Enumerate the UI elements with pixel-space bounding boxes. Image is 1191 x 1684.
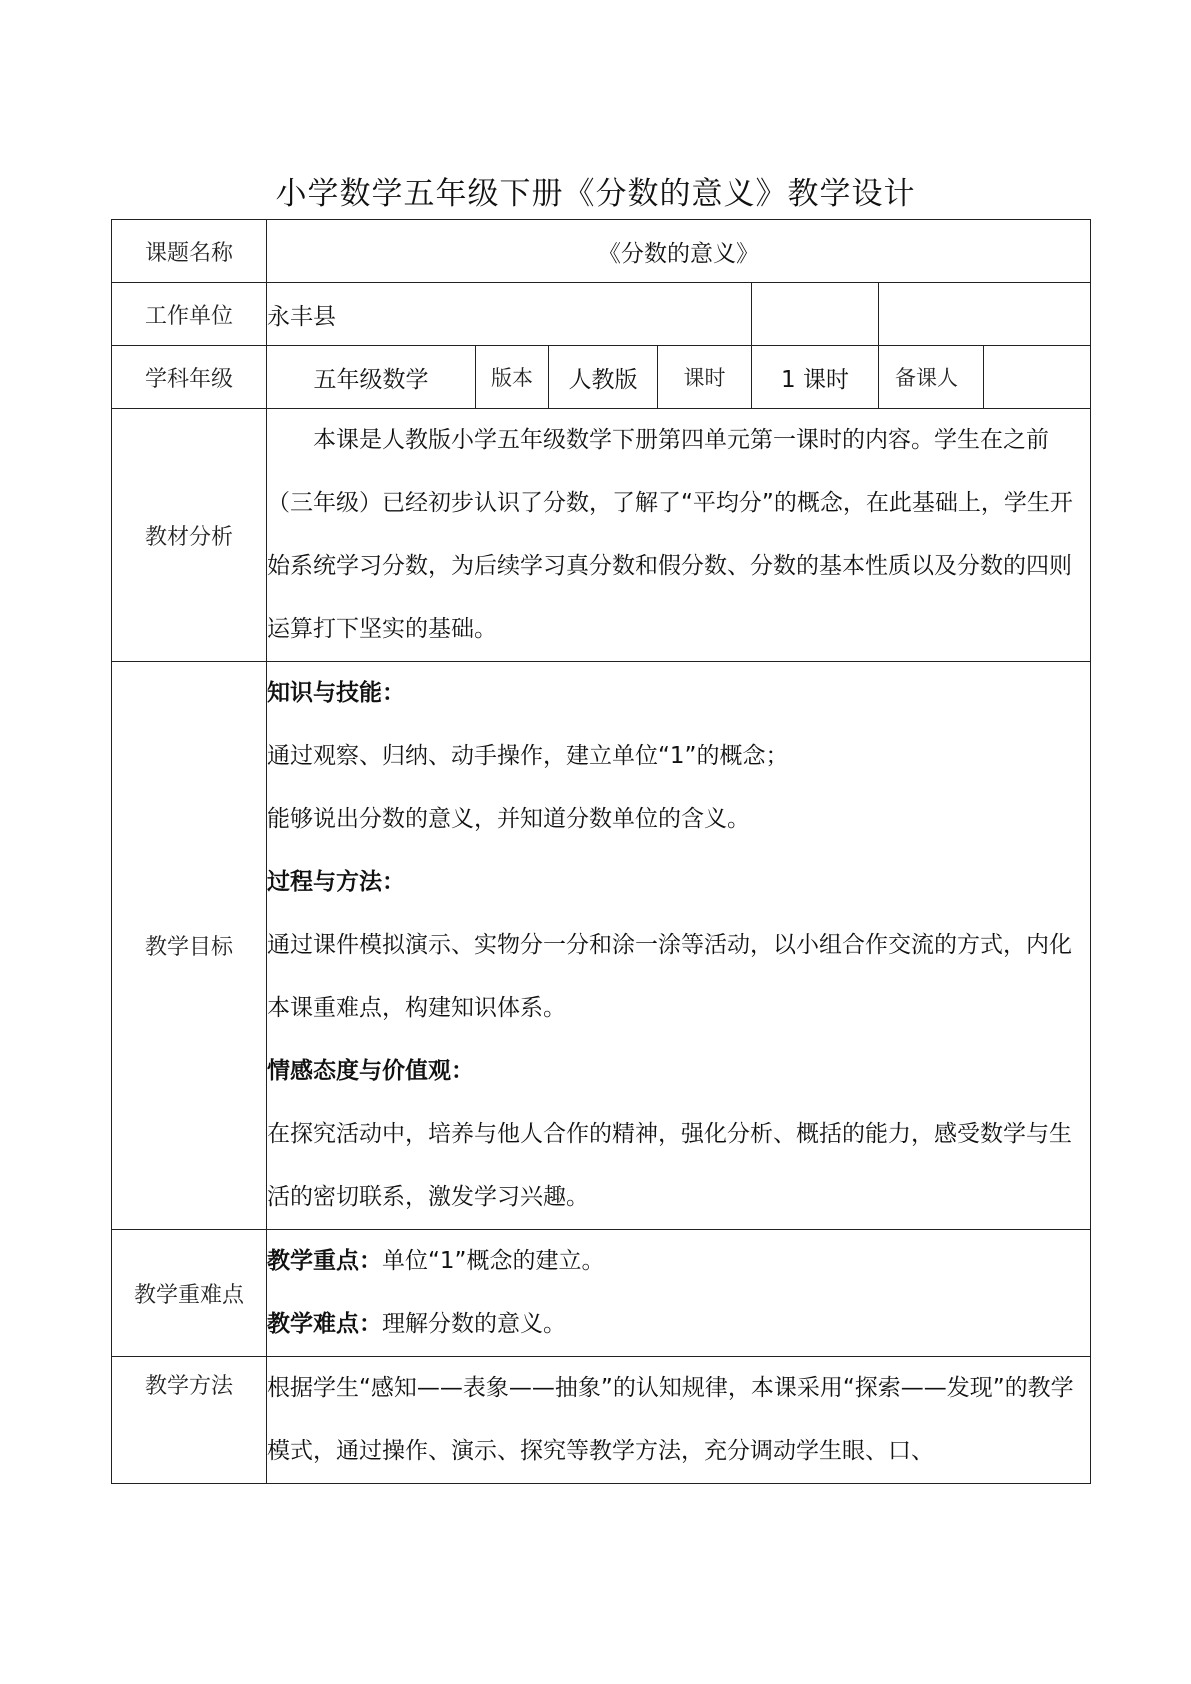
- methods-label: 教学方法: [112, 1357, 267, 1484]
- key-point-label: 教学重点：: [267, 1248, 382, 1274]
- preparer-label: 备课人: [879, 346, 984, 409]
- unit-empty-cell-1: [752, 283, 879, 346]
- knowledge-line-2: 能够说出分数的意义，并知道分数单位的含义。: [267, 806, 750, 832]
- unit-empty-cell-2: [879, 283, 1091, 346]
- difficult-point-text: 理解分数的意义。: [382, 1311, 566, 1337]
- keypoints-cell: [267, 1230, 1091, 1357]
- methods-row: [112, 1357, 1091, 1484]
- emotion-heading: 情感态度与价值观：: [267, 1058, 474, 1084]
- edition-value: 人教版: [549, 346, 658, 409]
- document-title: 小学数学五年级下册《分数的意义》教学设计: [275, 176, 916, 212]
- goals-label: 教学目标: [112, 662, 267, 1230]
- analysis-cell: [267, 409, 1091, 662]
- lesson-plan-table: [111, 219, 1091, 1484]
- goals-row: [112, 662, 1091, 1230]
- key-point-text: 单位“1”概念的建立。: [382, 1248, 605, 1274]
- topic-label: 课题名称: [112, 220, 267, 283]
- methods-text: 根据学生“感知——表象——抽象”的认知规律，本课采用“探索——发现”的教学模式，通过操作、演示、探究等教学方法，充分调动学生眼、口、: [267, 1375, 1074, 1464]
- analysis-label: 教材分析: [112, 409, 267, 662]
- process-text: 通过课件模拟演示、实物分一分和涂一涂等活动，以小组合作交流的方式，内化本课重难点，构建知识体系。: [267, 932, 1072, 1021]
- methods-cell: [267, 1357, 1091, 1484]
- subject-row: [112, 346, 1091, 409]
- difficult-point-line: [267, 1293, 1090, 1356]
- process-heading: 过程与方法：: [267, 869, 405, 895]
- keypoints-label: 教学重难点: [112, 1230, 267, 1357]
- difficult-point-label: 教学难点：: [267, 1311, 382, 1337]
- knowledge-line-1: 通过观察、归纳、动手操作，建立单位“1”的概念；: [267, 743, 789, 769]
- emotion-text: 在探究活动中，培养与他人合作的精神，强化分析、概括的能力，感受数学与生活的密切联系，激发学习兴趣。: [267, 1121, 1072, 1210]
- unit-label: 工作单位: [112, 283, 267, 346]
- hours-value: 1 课时: [752, 346, 879, 409]
- preparer-value: [984, 346, 1091, 409]
- edition-label: 版本: [476, 346, 549, 409]
- unit-row: [112, 283, 1091, 346]
- analysis-text: 本课是人教版小学五年级数学下册第四单元第一课时的内容。学生在之前（三年级）已经初步认识了分数，了解了“平均分”的概念，在此基础上，学生开始系统学习分数，为后续学习真分数和假分数、分数的基本性质以及分数的四则运算打下坚实的基础。: [267, 427, 1073, 642]
- unit-value: 永丰县: [267, 283, 752, 346]
- analysis-row: [112, 409, 1091, 662]
- topic-row: [112, 220, 1091, 283]
- keypoints-row: [112, 1230, 1091, 1357]
- key-point-line: [267, 1230, 1090, 1293]
- goals-cell: [267, 662, 1091, 1230]
- subject-label: 学科年级: [112, 346, 267, 409]
- knowledge-heading: 知识与技能：: [267, 680, 405, 706]
- subject-value: 五年级数学: [267, 346, 476, 409]
- hours-label: 课时: [658, 346, 752, 409]
- topic-value: 《分数的意义》: [267, 220, 1091, 283]
